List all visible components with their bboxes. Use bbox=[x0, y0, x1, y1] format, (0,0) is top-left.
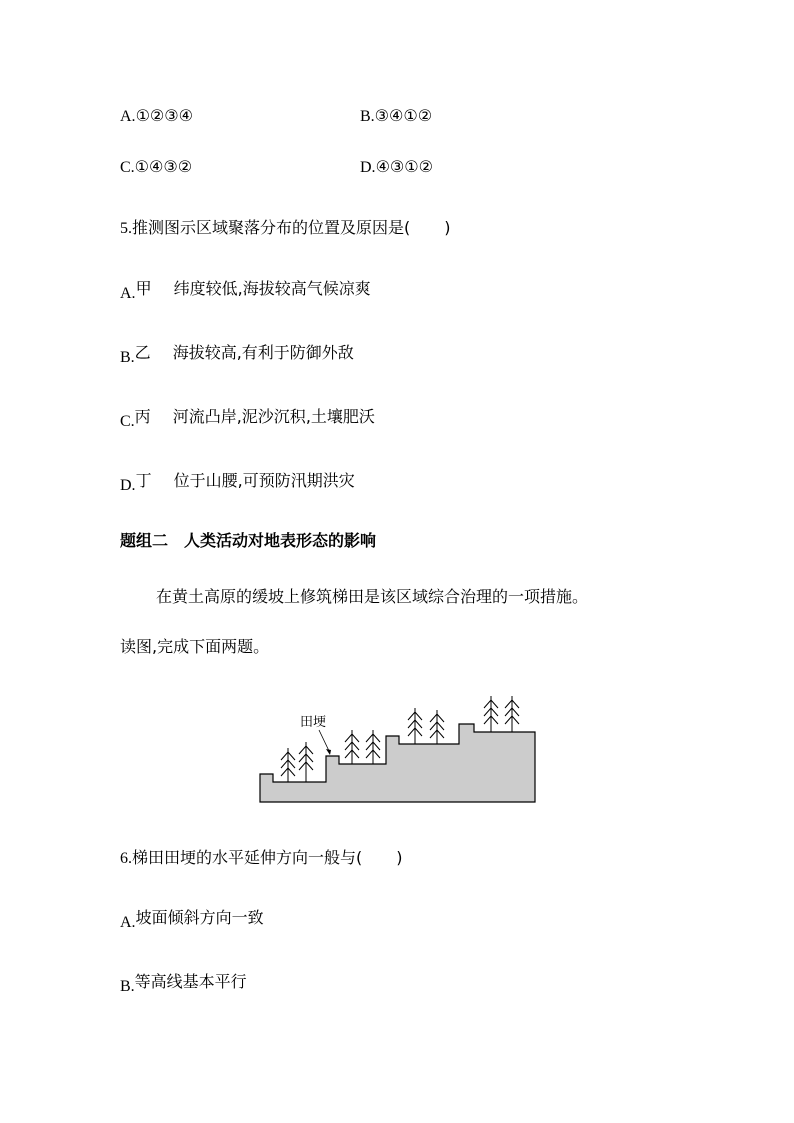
q4-option-b: B.③④①② bbox=[360, 106, 433, 125]
q6-stem: 6.梯田田埂的水平延伸方向一般与( ) bbox=[120, 848, 403, 867]
tree-group-1 bbox=[281, 742, 313, 782]
q4-option-a: A.①②③④ bbox=[120, 106, 193, 125]
label-arrowhead bbox=[326, 749, 331, 755]
intro-line-2: 读图,完成下面两题。 bbox=[120, 637, 270, 656]
intro-line-1: 在黄土高原的缓坡上修筑梯田是该区域综合治理的一项措施。 bbox=[156, 587, 589, 606]
tree-group-4 bbox=[484, 696, 519, 732]
q5-stem: 5.推测图示区域聚落分布的位置及原因是( ) bbox=[120, 218, 451, 237]
figure-label-tiangeng: 田埂 bbox=[300, 715, 327, 730]
q5-option-c: C.丙 河流凸岸,泥沙沉积,土壤肥沃 bbox=[120, 407, 375, 430]
q4-options-row-1 bbox=[120, 106, 432, 126]
q5-option-b: B.乙 海拔较高,有利于防御外敌 bbox=[120, 343, 354, 366]
q4-option-c: C.①④③② bbox=[120, 157, 193, 176]
tree-group-3 bbox=[408, 708, 444, 744]
q5-option-a: A.甲 纬度较低,海拔较高气候凉爽 bbox=[120, 279, 371, 302]
terrace-profile bbox=[260, 724, 535, 802]
q4-option-d: D.④③①② bbox=[360, 157, 433, 176]
terrace-figure bbox=[258, 690, 538, 805]
q6-option-a: A.坡面倾斜方向一致 bbox=[120, 908, 264, 931]
tree-group-2 bbox=[345, 730, 380, 764]
q5-option-d: D.丁 位于山腰,可预防汛期洪灾 bbox=[120, 471, 355, 494]
section-title: 题组二 人类活动对地表形态的影响 bbox=[120, 531, 377, 550]
q4-options-row-2 bbox=[120, 157, 433, 177]
q6-option-b: B.等高线基本平行 bbox=[120, 972, 247, 995]
